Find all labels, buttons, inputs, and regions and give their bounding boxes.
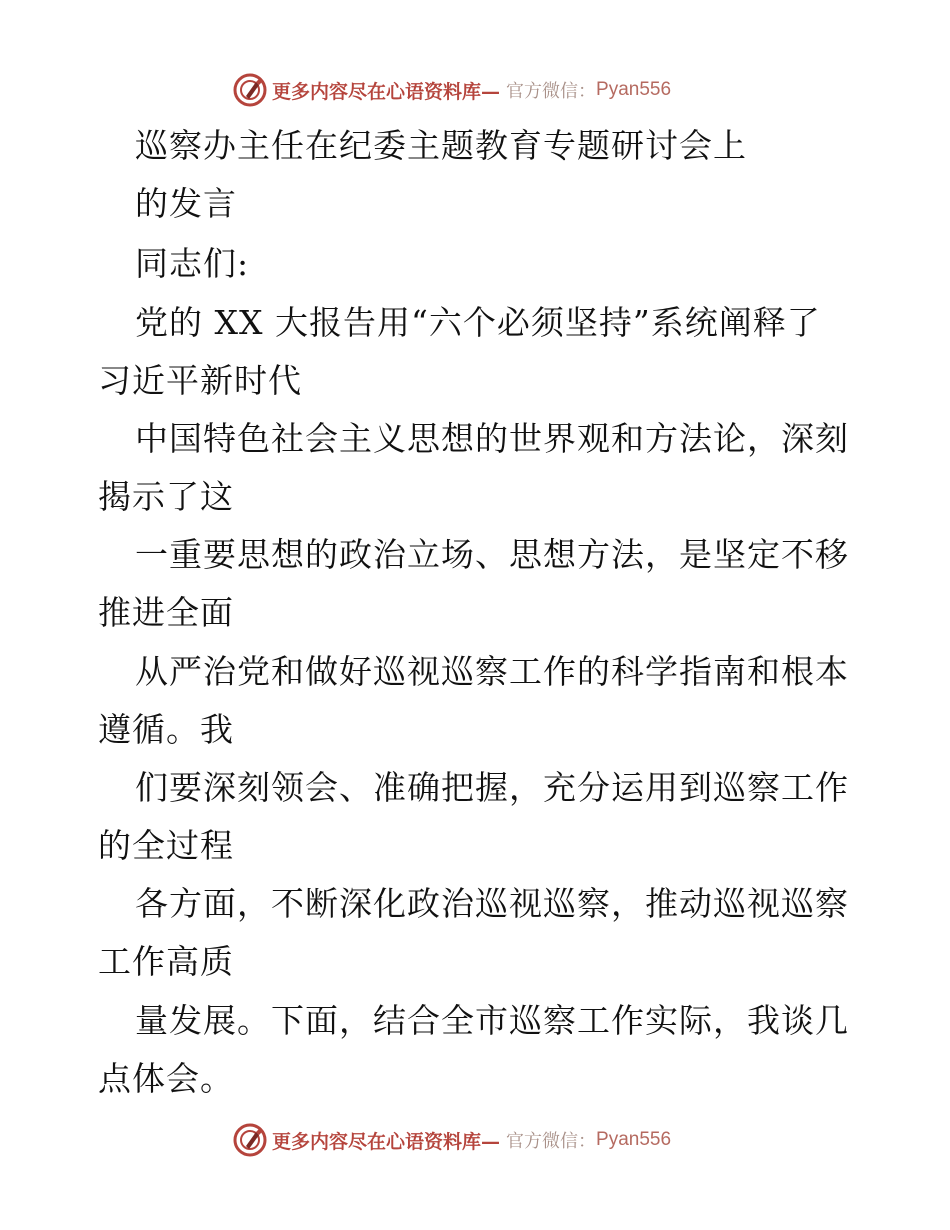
watermark-main-text: 更多内容尽在心语资料库— xyxy=(272,1130,501,1153)
paragraph-line: 党的 XX 大报告用“六个必须坚持”系统阐释了 xyxy=(135,303,821,342)
paragraph-line: 点体会。 xyxy=(98,1059,234,1098)
paragraph-line: 的全过程 xyxy=(98,826,234,865)
watermark-wechat-label: 官方微信： xyxy=(506,81,597,102)
pen-logo-icon xyxy=(232,1122,268,1158)
document-title-line-2: 的发言 xyxy=(135,184,237,223)
paragraph-line: 习近平新时代 xyxy=(98,361,302,400)
watermark-wechat-id: Pyan556 xyxy=(596,1129,672,1150)
paragraph-line: 从严治党和做好巡视巡察工作的科学指南和根本 xyxy=(135,652,849,691)
header-watermark xyxy=(232,70,671,110)
watermark-wechat-id: Pyan556 xyxy=(596,79,672,100)
paragraph-line: 们要深刻领会、准确把握，充分运用到巡察工作 xyxy=(135,768,849,807)
paragraph-line: 一重要思想的政治立场、思想方法，是坚定不移 xyxy=(135,535,849,574)
paragraph-line: 各方面，不断深化政治巡视巡察，推动巡视巡察 xyxy=(135,884,849,923)
paragraph-line: 遵循。我 xyxy=(98,710,234,749)
footer-watermark xyxy=(232,1120,671,1160)
paragraph-line: 工作高质 xyxy=(98,942,234,981)
pen-logo-icon xyxy=(232,72,268,108)
paragraph-line: 揭示了这 xyxy=(98,477,234,516)
watermark-wechat-label: 官方微信： xyxy=(506,1131,597,1152)
paragraph-line: 推进全面 xyxy=(98,593,234,632)
watermark-main-text: 更多内容尽在心语资料库— xyxy=(272,80,501,103)
paragraph-line: 中国特色社会主义思想的世界观和方法论，深刻 xyxy=(135,419,849,458)
paragraph-line: 量发展。下面，结合全市巡察工作实际，我谈几 xyxy=(135,1001,849,1040)
document-title-line-1: 巡察办主任在纪委主题教育专题研讨会上 xyxy=(135,126,747,165)
salutation: 同志们: xyxy=(135,244,250,283)
